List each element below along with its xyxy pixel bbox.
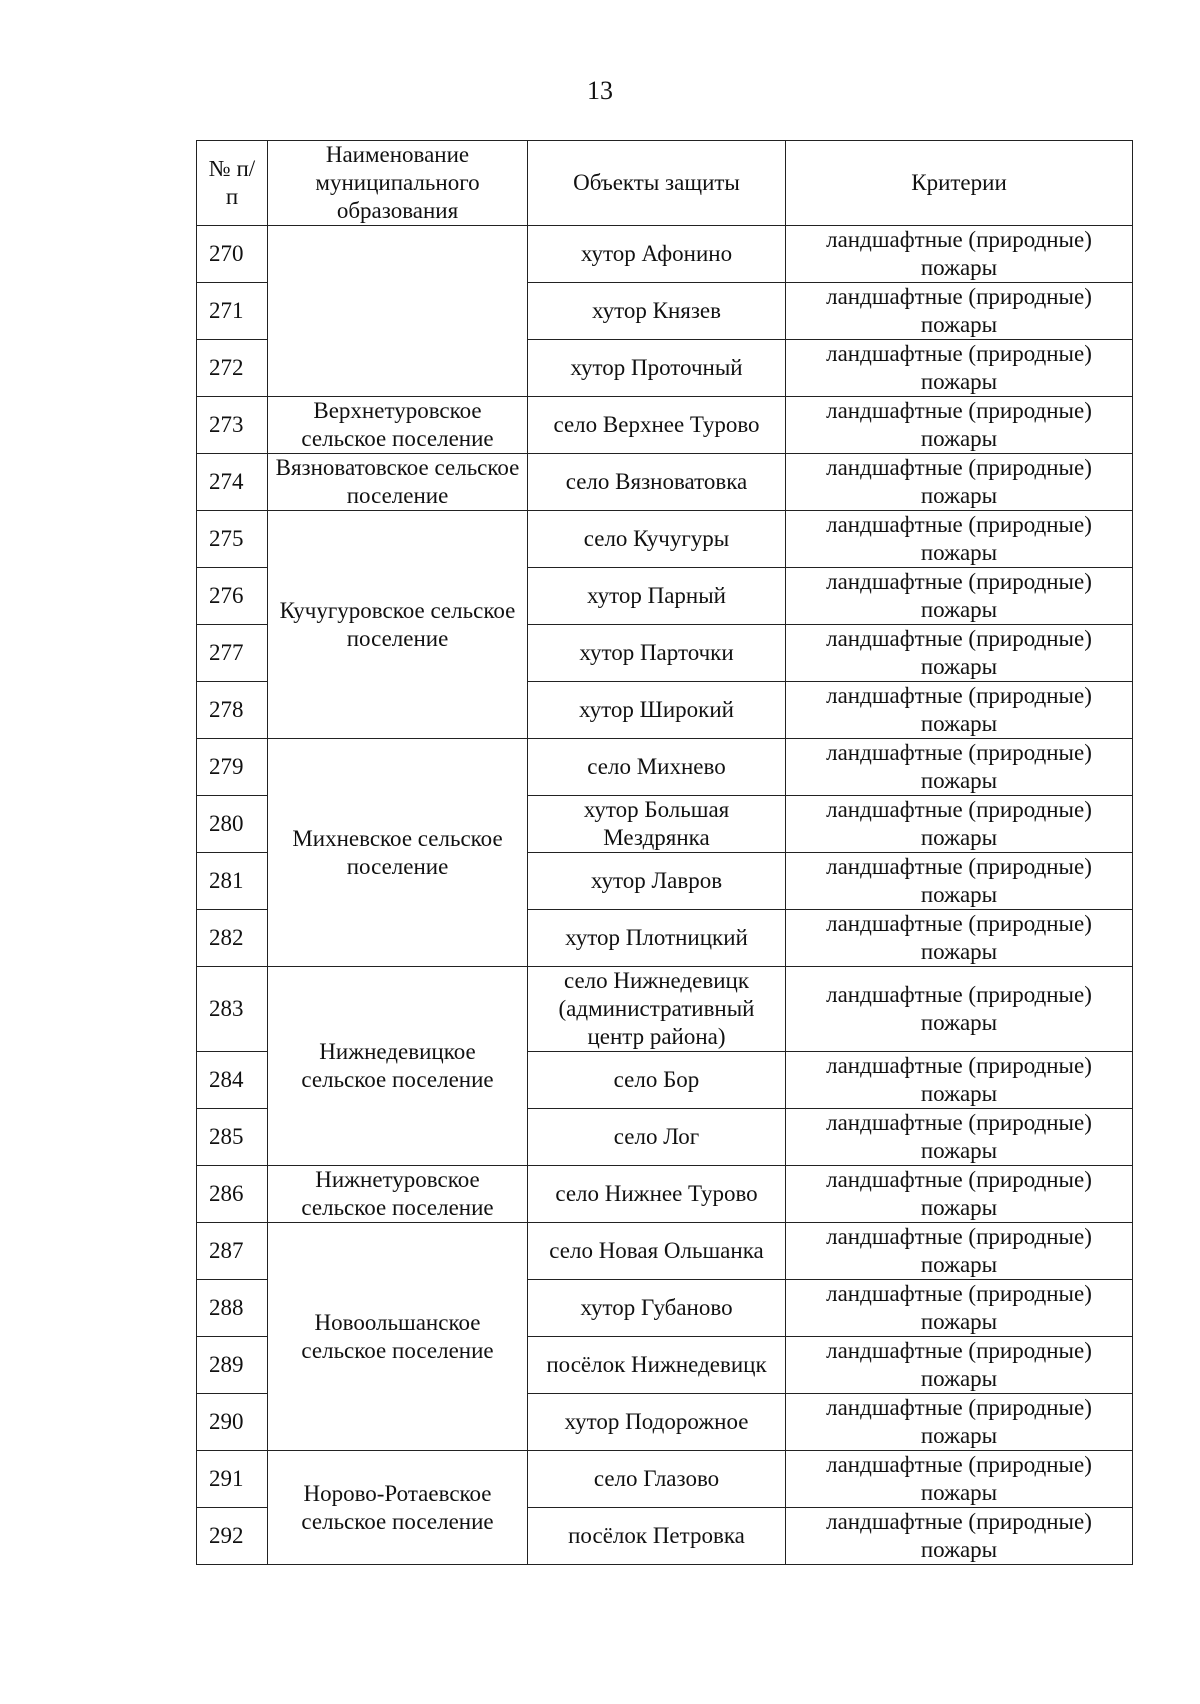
object-cell: хутор Парный bbox=[528, 568, 786, 625]
row-number: 277 bbox=[197, 625, 268, 682]
object-cell: село Глазово bbox=[528, 1451, 786, 1508]
protection-objects-table bbox=[196, 140, 1133, 1565]
criteria-cell: ландшафтные (природные) пожары bbox=[786, 1109, 1133, 1166]
row-number: 282 bbox=[197, 910, 268, 967]
criteria-cell: ландшафтные (природные) пожары bbox=[786, 283, 1133, 340]
municipality-cell: Нижнедевицкое сельское поселение bbox=[268, 967, 528, 1166]
row-number: 275 bbox=[197, 511, 268, 568]
object-cell: хутор Широкий bbox=[528, 682, 786, 739]
criteria-cell: ландшафтные (природные) пожары bbox=[786, 682, 1133, 739]
municipality-cell: Вязноватовское сельское поселение bbox=[268, 454, 528, 511]
header-num: № п/п bbox=[197, 141, 268, 226]
criteria-cell: ландшафтные (природные) пожары bbox=[786, 397, 1133, 454]
table-row bbox=[197, 454, 1133, 511]
criteria-cell: ландшафтные (природные) пожары bbox=[786, 967, 1133, 1052]
row-number: 283 bbox=[197, 967, 268, 1052]
criteria-cell: ландшафтные (природные) пожары bbox=[786, 1508, 1133, 1565]
object-cell: село Бор bbox=[528, 1052, 786, 1109]
object-cell: хутор Большая Мездрянка bbox=[528, 796, 786, 853]
criteria-cell: ландшафтные (природные) пожары bbox=[786, 568, 1133, 625]
object-cell: хутор Князев bbox=[528, 283, 786, 340]
row-number: 273 bbox=[197, 397, 268, 454]
object-cell: хутор Лавров bbox=[528, 853, 786, 910]
header-municipality: Наименование муниципального образования bbox=[268, 141, 528, 226]
table-row bbox=[197, 967, 1133, 1052]
criteria-cell: ландшафтные (природные) пожары bbox=[786, 226, 1133, 283]
object-cell: хутор Афонино bbox=[528, 226, 786, 283]
table-row bbox=[197, 1451, 1133, 1508]
table-header-row bbox=[197, 141, 1133, 226]
row-number: 271 bbox=[197, 283, 268, 340]
row-number: 281 bbox=[197, 853, 268, 910]
criteria-cell: ландшафтные (природные) пожары bbox=[786, 1223, 1133, 1280]
row-number: 285 bbox=[197, 1109, 268, 1166]
row-number: 286 bbox=[197, 1166, 268, 1223]
object-cell: село Михнево bbox=[528, 739, 786, 796]
criteria-cell: ландшафтные (природные) пожары bbox=[786, 910, 1133, 967]
object-cell: хутор Проточный bbox=[528, 340, 786, 397]
row-number: 290 bbox=[197, 1394, 268, 1451]
criteria-cell: ландшафтные (природные) пожары bbox=[786, 1052, 1133, 1109]
row-number: 279 bbox=[197, 739, 268, 796]
object-cell: посёлок Петровка bbox=[528, 1508, 786, 1565]
criteria-cell: ландшафтные (природные) пожары bbox=[786, 1394, 1133, 1451]
municipality-cell bbox=[268, 226, 528, 397]
row-number: 291 bbox=[197, 1451, 268, 1508]
criteria-cell: ландшафтные (природные) пожары bbox=[786, 739, 1133, 796]
row-number: 287 bbox=[197, 1223, 268, 1280]
object-cell: посёлок Нижнедевицк bbox=[528, 1337, 786, 1394]
municipality-cell: Норово-Ротаевское сельское поселение bbox=[268, 1451, 528, 1565]
row-number: 288 bbox=[197, 1280, 268, 1337]
object-cell: село Нижнедевицк (административный центр района) bbox=[528, 967, 786, 1052]
criteria-cell: ландшафтные (природные) пожары bbox=[786, 340, 1133, 397]
row-number: 280 bbox=[197, 796, 268, 853]
object-cell: село Вязноватовка bbox=[528, 454, 786, 511]
criteria-cell: ландшафтные (природные) пожары bbox=[786, 1337, 1133, 1394]
row-number: 292 bbox=[197, 1508, 268, 1565]
criteria-cell: ландшафтные (природные) пожары bbox=[786, 1166, 1133, 1223]
object-cell: хутор Подорожное bbox=[528, 1394, 786, 1451]
row-number: 274 bbox=[197, 454, 268, 511]
table-row bbox=[197, 739, 1133, 796]
page-number: 13 bbox=[587, 76, 613, 105]
table-row bbox=[197, 1223, 1133, 1280]
criteria-cell: ландшафтные (природные) пожары bbox=[786, 511, 1133, 568]
municipality-cell: Верхнетуровское сельское поселение bbox=[268, 397, 528, 454]
row-number: 289 bbox=[197, 1337, 268, 1394]
object-cell: село Новая Ольшанка bbox=[528, 1223, 786, 1280]
criteria-cell: ландшафтные (природные) пожары bbox=[786, 454, 1133, 511]
municipality-cell: Нижнетуровское сельское поселение bbox=[268, 1166, 528, 1223]
table-row bbox=[197, 226, 1133, 283]
object-cell: хутор Губаново bbox=[528, 1280, 786, 1337]
row-number: 284 bbox=[197, 1052, 268, 1109]
criteria-cell: ландшафтные (природные) пожары bbox=[786, 625, 1133, 682]
object-cell: село Кучугуры bbox=[528, 511, 786, 568]
table-row bbox=[197, 1166, 1133, 1223]
row-number: 272 bbox=[197, 340, 268, 397]
table-row bbox=[197, 397, 1133, 454]
municipality-cell: Михневское сельское поселение bbox=[268, 739, 528, 967]
table-row bbox=[197, 511, 1133, 568]
object-cell: хутор Парточки bbox=[528, 625, 786, 682]
row-number: 278 bbox=[197, 682, 268, 739]
object-cell: село Нижнее Турово bbox=[528, 1166, 786, 1223]
object-cell: хутор Плотницкий bbox=[528, 910, 786, 967]
municipality-cell: Кучугуровское сельское поселение bbox=[268, 511, 528, 739]
row-number: 270 bbox=[197, 226, 268, 283]
header-criteria: Критерии bbox=[786, 141, 1133, 226]
object-cell: село Верхнее Турово bbox=[528, 397, 786, 454]
header-object: Объекты защиты bbox=[528, 141, 786, 226]
row-number: 276 bbox=[197, 568, 268, 625]
criteria-cell: ландшафтные (природные) пожары bbox=[786, 1451, 1133, 1508]
object-cell: село Лог bbox=[528, 1109, 786, 1166]
criteria-cell: ландшафтные (природные) пожары bbox=[786, 796, 1133, 853]
criteria-cell: ландшафтные (природные) пожары bbox=[786, 853, 1133, 910]
municipality-cell: Новоольшанское сельское поселение bbox=[268, 1223, 528, 1451]
criteria-cell: ландшафтные (природные) пожары bbox=[786, 1280, 1133, 1337]
